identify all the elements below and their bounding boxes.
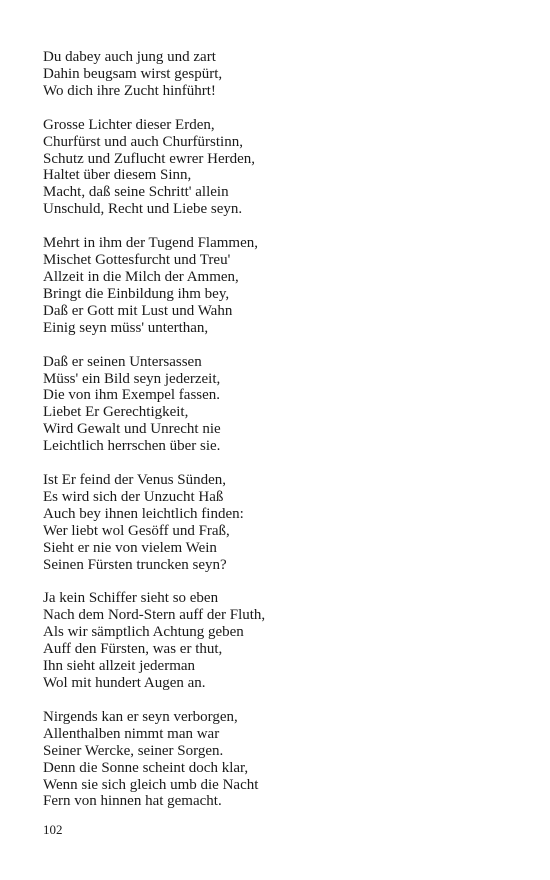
poem-line: Ihn sieht allzeit jederman [43,658,196,675]
poem-line: Haltet über diesem Sinn, [43,167,192,184]
stanza [43,709,513,810]
poem-line: Ist Er feind der Venus Sünden, [43,472,227,489]
poem-line: Wo dich ihre Zucht hinführt! [43,82,216,99]
stanza [43,354,513,455]
poem-line: Allzeit in die Milch der Ammen, [43,268,239,285]
poem-line: Wer liebt wol Gesöff und Fraß, [43,522,230,539]
poem-line: Unschuld, Recht und Liebe seyn. [43,201,243,218]
poem-line: Daß er seinen Untersassen [43,353,202,370]
poem-line: Du dabey auch jung und zart [43,49,216,65]
poem-text [43,49,513,827]
poem-line: Mischet Gottesfurcht und Treu' [43,252,231,269]
poem-line: Wol mit hundert Augen an. [43,675,206,691]
poem-line: Fern von hinnen hat gemacht. [43,793,222,810]
stanza [43,117,513,218]
poem-line: Bringt die Einbildung ihm bey, [43,285,230,302]
poem-line: Seiner Wercke, seiner Sorgen. [43,742,224,759]
stanza [43,590,513,691]
poem-line: Wird Gewalt und Unrecht nie [43,421,221,438]
poem-line: Dahin beugsam wirst gespürt, [43,65,223,82]
poem-line: Denn die Sonne scheint doch klar, [43,759,249,776]
poem-line: Müss' ein Bild seyn jederzeit, [43,370,221,387]
stanza [43,235,513,336]
poem-line: Wenn sie sich gleich umb die Nacht [43,776,259,793]
poem-line: Auff den Fürsten, was er thut, [43,641,223,658]
poem-line: Schutz und Zuflucht ewrer Herden, [43,150,256,167]
poem-line: Einig seyn müss' unterthan, [43,319,209,336]
poem-line: Die von ihm Exempel fassen. [43,387,221,404]
poem-line: Nirgends kan er seyn verborgen, [43,708,238,725]
poem-line: Macht, daß seine Schritt' allein [43,184,229,201]
poem-line: Liebet Er Gerechtigkeit, [43,404,189,421]
poem-line: Leichtlich herrschen über sie. [43,438,221,455]
page-number: 102 [43,822,63,837]
poem-line: Nach dem Nord-Stern auff der Fluth, [43,607,266,624]
poem-line: Als wir sämptlich Achtung geben [43,624,244,641]
poem-line: Ja kein Schiffer sieht so eben [43,590,219,607]
poem-line: Grosse Lichter dieser Erden, [43,116,215,133]
poem-line: Daß er Gott mit Lust und Wahn [43,302,233,319]
poem-line: Sieht er nie von vielem Wein [43,539,217,556]
poem-line: Seinen Fürsten truncken seyn? [43,556,227,573]
poem-line: Auch bey ihnen leichtlich finden: [43,505,244,522]
stanza [43,49,513,100]
stanza [43,472,513,573]
poem-line: Churfürst und auch Churfürstinn, [43,133,243,150]
poem-line: Es wird sich der Unzucht Haß [43,488,224,505]
poem-line: Mehrt in ihm der Tugend Flammen, [43,235,258,252]
poem-line: Allenthalben nimmt man war [43,725,220,742]
